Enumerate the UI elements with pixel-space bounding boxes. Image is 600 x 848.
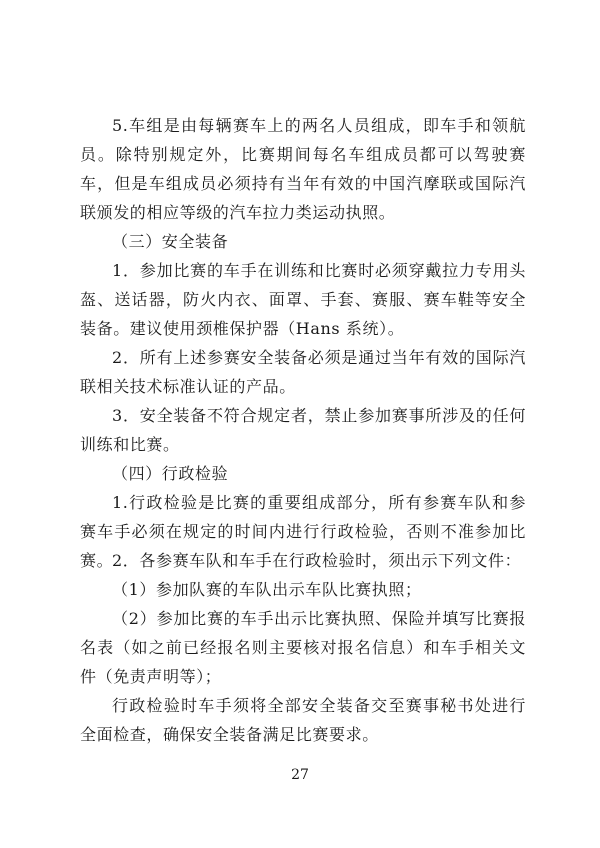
paragraph-safety-gear: 1．参加比赛的车手在训练和比赛时必须穿戴拉力专用头盔、送话器，防火内衣、面罩、手套、赛服、赛车鞋等安全装备。建议使用颈椎保护器（Hans 系统）。 xyxy=(80,261,526,338)
paragraph-admin-check-importance: 1.行政检验是比赛的重要组成部分，所有参赛车队和参赛车手必须在规定的时间内进行行政检验，否则不准参加比赛。 xyxy=(80,493,526,570)
page-number: 27 xyxy=(291,767,309,783)
paragraph-driver-documents: （2）参加比赛的车手出示比赛执照、保险并填写比赛报名表（如之前已经报名则主要核对报名信息）和车手相关文件（免责声明等）； xyxy=(80,609,526,686)
paragraph-equipment-inspection: 行政检验时车手须将全部安全装备交至赛事秘书处进行全面检查，确保安全装备满足比赛要求。 xyxy=(80,696,526,744)
section-heading-admin-check: （四）行政检验 xyxy=(112,464,229,483)
paragraph-required-documents: 2．各参赛车队和车手在行政检验时，须出示下列文件： xyxy=(112,551,522,570)
section-heading-safety-equipment: （三）安全装备 xyxy=(112,232,229,251)
paragraph-team-license: （1）参加队赛的车队出示车队比赛执照； xyxy=(112,580,422,599)
paragraph-crew-definition: 5.车组是由每辆赛车上的两名人员组成，即车手和领航员。除特别规定外，比赛期间每名车组成员都可以驾驶赛车，但是车组成员必须持有当年有效的中国汽摩联或国际汽联颁发的相应等级的汽车拉力类运动执照。 xyxy=(80,116,526,222)
paragraph-fia-certification: 2．所有上述参赛安全装备必须是通过当年有效的国际汽联相关技术标准认证的产品。 xyxy=(80,348,526,396)
paragraph-noncompliance: 3．安全装备不符合规定者，禁止参加赛事所涉及的任何训练和比赛。 xyxy=(80,406,526,454)
